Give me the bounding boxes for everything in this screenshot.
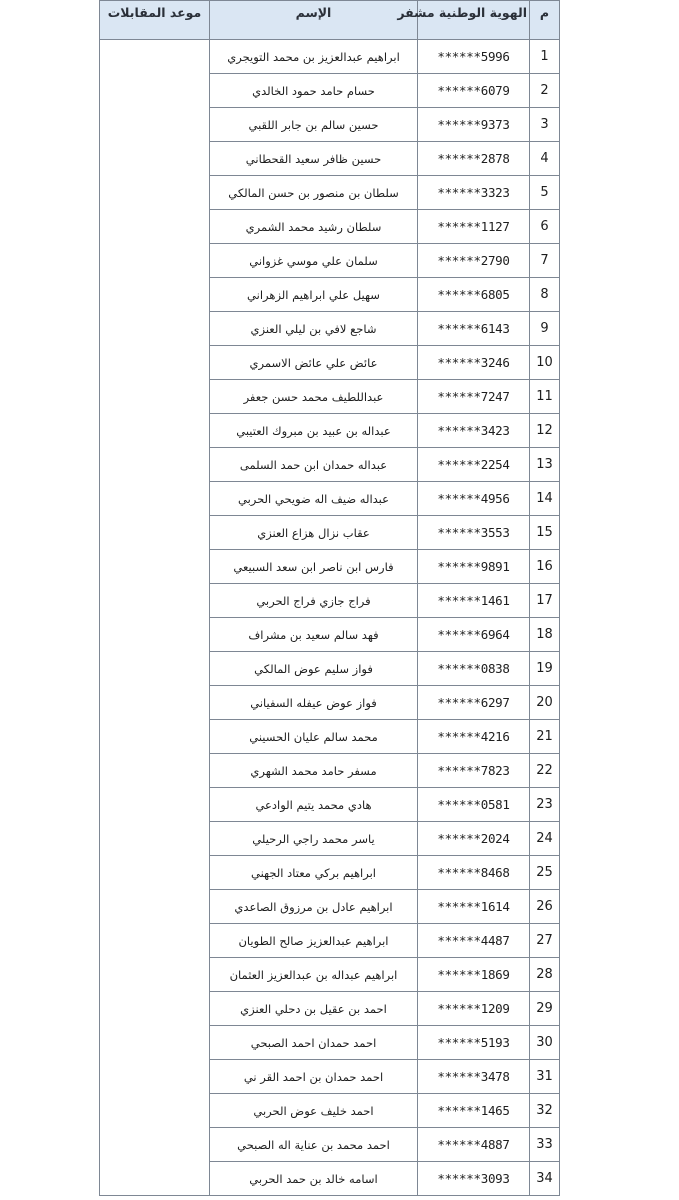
applicant-name: ابراهيم عبداله بن عبدالعزيز العثمان [210,958,418,992]
masked-national-id: ******4487 [418,924,530,958]
applicant-name: ابراهيم عادل بن مرزوق الصاعدي [210,890,418,924]
row-number: 21 [530,720,560,754]
applicant-name: ابراهيم بركي معتاد الجهني [210,856,418,890]
applicant-name: محمد سالم عليان الحسيني [210,720,418,754]
masked-national-id: ******3478 [418,1060,530,1094]
masked-national-id: ******7823 [418,754,530,788]
row-number: 27 [530,924,560,958]
applicant-name: احمد بن عقيل بن دحلي العنزي [210,992,418,1026]
header-national-id: الهوية الوطنية مشفر [418,1,530,40]
interview-schedule-table [99,0,560,1196]
row-number: 26 [530,890,560,924]
row-number: 10 [530,346,560,380]
masked-national-id: ******3093 [418,1162,530,1196]
row-number: 3 [530,108,560,142]
applicant-name: عقاب نزال هزاع العنزي [210,516,418,550]
row-number: 9 [530,312,560,346]
applicant-name: مسفر حامد محمد الشهري [210,754,418,788]
applicant-name: ياسر محمد راجي الرحيلي [210,822,418,856]
masked-national-id: ******6143 [418,312,530,346]
applicant-name: احمد محمد بن عناية اله الصبحي [210,1128,418,1162]
row-number: 17 [530,584,560,618]
masked-national-id: ******1127 [418,210,530,244]
applicant-name: حسام حامد حمود الخالدي [210,74,418,108]
header-row [100,1,560,40]
applicant-name: عبداله حمدان ابن حمد السلمى [210,448,418,482]
table-row [100,40,560,74]
applicant-name: شاجع لافي بن ليلي العنزي [210,312,418,346]
row-number: 7 [530,244,560,278]
masked-national-id: ******2254 [418,448,530,482]
applicant-name: فواز سليم عوض المالكي [210,652,418,686]
interview-date-cell [100,40,210,1196]
masked-national-id: ******6964 [418,618,530,652]
masked-national-id: ******6079 [418,74,530,108]
row-number: 6 [530,210,560,244]
masked-national-id: ******5193 [418,1026,530,1060]
row-number: 22 [530,754,560,788]
header-number: م [530,1,560,40]
masked-national-id: ******0581 [418,788,530,822]
masked-national-id: ******7247 [418,380,530,414]
row-number: 5 [530,176,560,210]
row-number: 29 [530,992,560,1026]
applicant-name: سلطان بن منصور بن حسن المالكي [210,176,418,210]
masked-national-id: ******9891 [418,550,530,584]
masked-national-id: ******5996 [418,40,530,74]
row-number: 16 [530,550,560,584]
row-number: 15 [530,516,560,550]
masked-national-id: ******1461 [418,584,530,618]
masked-national-id: ******6297 [418,686,530,720]
applicant-name: عبداله بن عبيد بن مبروك العتيبي [210,414,418,448]
applicant-name: احمد حمدان بن احمد القر ني [210,1060,418,1094]
applicant-name: هادي محمد يتيم الوادعي [210,788,418,822]
masked-national-id: ******1209 [418,992,530,1026]
applicant-name: فارس ابن ناصر ابن سعد السبيعي [210,550,418,584]
masked-national-id: ******6805 [418,278,530,312]
row-number: 2 [530,74,560,108]
row-number: 12 [530,414,560,448]
row-number: 32 [530,1094,560,1128]
applicant-name: فواز عوض عيفله السفياني [210,686,418,720]
applicant-name: حسين سالم بن جابر اللقبي [210,108,418,142]
row-number: 23 [530,788,560,822]
masked-national-id: ******2790 [418,244,530,278]
applicant-name: اسامه خالد بن حمد الحربي [210,1162,418,1196]
row-number: 28 [530,958,560,992]
table-body [100,40,560,1196]
table-header [100,1,560,40]
row-number: 30 [530,1026,560,1060]
row-number: 8 [530,278,560,312]
masked-national-id: ******1465 [418,1094,530,1128]
row-number: 33 [530,1128,560,1162]
row-number: 19 [530,652,560,686]
row-number: 25 [530,856,560,890]
row-number: 14 [530,482,560,516]
masked-national-id: ******4216 [418,720,530,754]
row-number: 34 [530,1162,560,1196]
masked-national-id: ******1614 [418,890,530,924]
applicant-name: عائض علي عائض الاسمري [210,346,418,380]
header-name: الإسم [210,1,418,40]
masked-national-id: ******0838 [418,652,530,686]
applicant-name: ابراهيم عبدالعزيز بن محمد التويجري [210,40,418,74]
masked-national-id: ******4956 [418,482,530,516]
masked-national-id: ******8468 [418,856,530,890]
row-number: 4 [530,142,560,176]
masked-national-id: ******2024 [418,822,530,856]
row-number: 20 [530,686,560,720]
applicant-name: سهيل علي ابراهيم الزهراني [210,278,418,312]
document-page [99,0,559,1200]
masked-national-id: ******1869 [418,958,530,992]
applicant-name: فراج جازي فراج الحربي [210,584,418,618]
applicant-name: ابراهيم عبدالعزيز صالح الطويان [210,924,418,958]
row-number: 11 [530,380,560,414]
masked-national-id: ******4887 [418,1128,530,1162]
row-number: 31 [530,1060,560,1094]
masked-national-id: ******3423 [418,414,530,448]
masked-national-id: ******3246 [418,346,530,380]
applicant-name: حسين ظافر سعيد القحطاني [210,142,418,176]
applicant-name: احمد حمدان احمد الصبحي [210,1026,418,1060]
applicant-name: سلمان علي موسي غزواني [210,244,418,278]
applicant-name: احمد خليف عوض الحربي [210,1094,418,1128]
row-number: 13 [530,448,560,482]
row-number: 24 [530,822,560,856]
row-number: 18 [530,618,560,652]
applicant-name: عبداله ضيف اله ضويحي الحربي [210,482,418,516]
masked-national-id: ******3553 [418,516,530,550]
masked-national-id: ******9373 [418,108,530,142]
applicant-name: سلطان رشيد محمد الشمري [210,210,418,244]
masked-national-id: ******2878 [418,142,530,176]
applicant-name: فهد سالم سعيد بن مشراف [210,618,418,652]
header-interview-date: موعد المقابلات [100,1,210,40]
applicant-name: عبداللطيف محمد حسن جعفر [210,380,418,414]
masked-national-id: ******3323 [418,176,530,210]
row-number: 1 [530,40,560,74]
